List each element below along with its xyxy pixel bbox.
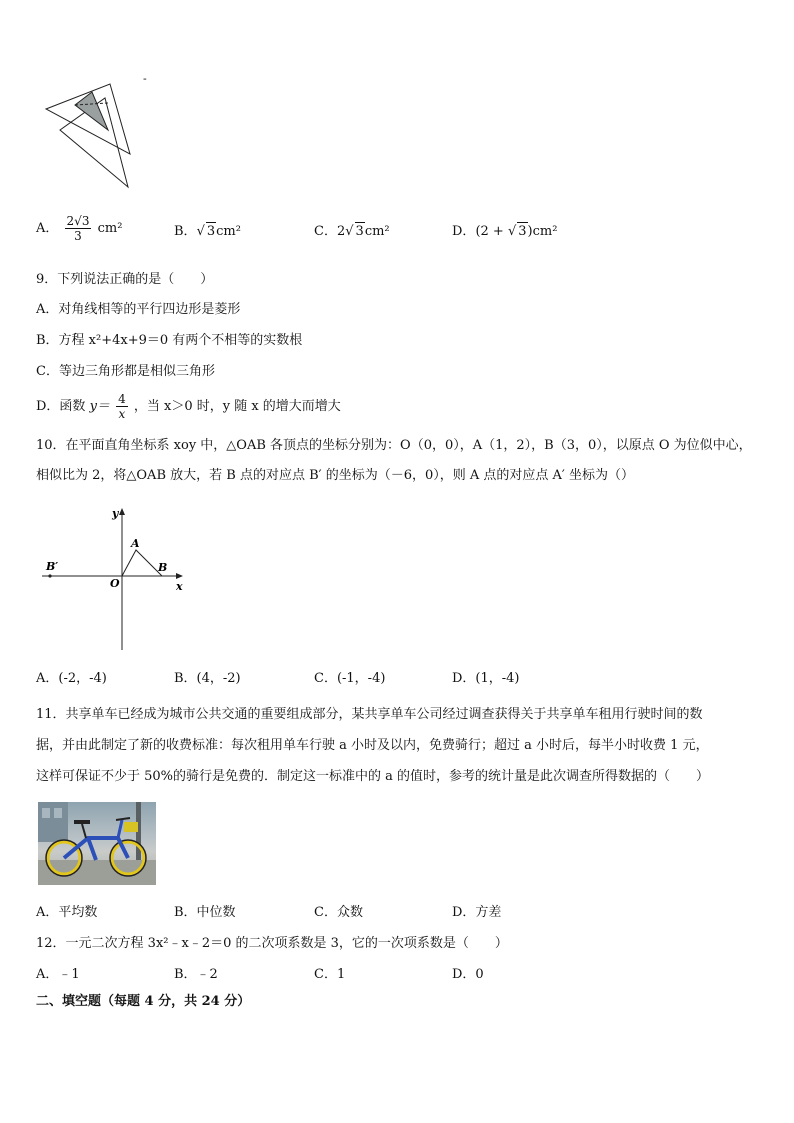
bike-handlebar: [116, 818, 130, 820]
y-axis-label: y: [112, 507, 119, 520]
q10-option-a[interactable]: A．(-2，-4): [36, 671, 107, 686]
point-a-label: A: [131, 537, 140, 550]
triangle-oab: [122, 550, 162, 576]
q10-stem-line2: 相似比为 2，将△OAB 放大，若 B 点的对应点 B′ 的坐标为（－6，0），则 A 点的对应点 A′ 坐标为（）: [36, 468, 635, 483]
q8-option-b[interactable]: [174, 222, 241, 241]
option-letter: B．: [174, 224, 197, 239]
fraction-numerator: 4: [118, 392, 126, 406]
sqrt-radicand: 3: [206, 224, 216, 239]
option-letter: A．: [36, 221, 59, 236]
q12-option-d[interactable]: D．0: [452, 967, 484, 982]
x-axis-label: x: [176, 580, 183, 593]
q10-stem-line1: 10．在平面直角坐标系 xoy 中，△OAB 各顶点的坐标分别为：O（0，0），A（1，2），B（3，0），以原点 O 为位似中心，: [36, 438, 752, 453]
x-axis-arrow: [176, 573, 183, 579]
photo-window: [54, 808, 62, 818]
option-text: D．函数: [36, 399, 86, 414]
unit: cm²: [364, 224, 390, 239]
q10-option-d[interactable]: D．(1，-4): [452, 671, 520, 686]
q9-option-a[interactable]: A．对角线相等的平行四边形是菱形: [36, 302, 241, 317]
q8-triangles-figure: [40, 72, 160, 192]
shared-bike-photo: [38, 802, 156, 885]
y-axis-arrow: [119, 508, 125, 515]
q10-option-b[interactable]: B．(4，-2): [174, 671, 241, 686]
sqrt-radicand: 3: [355, 224, 364, 239]
q8-option-d[interactable]: [452, 222, 557, 241]
q11-option-d[interactable]: D．方差: [452, 905, 502, 920]
option-letter: C．: [314, 224, 337, 239]
sqrt-sign: √: [196, 224, 205, 239]
bike-illustration: [38, 802, 156, 885]
fraction-numerator: 2√3: [66, 214, 90, 228]
fraction-denominator: 3: [74, 229, 82, 243]
bike-seatpost: [82, 824, 86, 838]
origin-label: O: [110, 577, 120, 590]
option-text-tail: ，当 x＞0 时，y 随 x 的增大而增大: [133, 399, 341, 414]
coefficient: 2: [336, 224, 346, 239]
q12-option-c[interactable]: C．1: [314, 967, 346, 982]
q9-option-d[interactable]: [36, 392, 341, 421]
q10-option-c[interactable]: C．(-1，-4): [314, 671, 386, 686]
q10-coordinate-figure: [40, 505, 190, 653]
q11-option-c[interactable]: C．众数: [314, 905, 363, 920]
point-b-prime: [48, 574, 51, 577]
q11-stem-line2: 据，并由此制定了新的收费标准：每次租用单车行驶 a 小时及以内，免费骑行；超过 a 小时后，每半小时收费 1 元，: [36, 738, 709, 753]
bike-seat: [74, 820, 90, 824]
unit: cm²: [97, 221, 123, 236]
q12-option-b[interactable]: B．﹣2: [174, 967, 218, 982]
unit: cm²: [532, 224, 558, 239]
q8-option-a[interactable]: [36, 214, 122, 243]
point-b-prime-label: B′: [46, 560, 59, 573]
q12-stem: 12．一元二次方程 3x²﹣x﹣2＝0 的二次项系数是 3，它的一次项系数是（ ）: [36, 936, 508, 951]
triangle-shaded-overlap: [75, 92, 108, 130]
q11-stem-line3: 这样可保证不少于 50%的骑行是免费的．制定这一标准中的 a 的值时，参考的统计量是此次调查所得数据的（ ）: [36, 769, 710, 784]
option-letter: D．: [452, 224, 476, 239]
function-lhs: y＝: [89, 399, 110, 414]
section-title: 二、填空题（每题 4 分，共 24 分）: [36, 994, 251, 1009]
photo-window: [42, 808, 50, 818]
fraction-denominator: x: [118, 407, 126, 421]
figure-dash-mark: -: [143, 72, 147, 85]
sqrt-sign: √: [507, 224, 517, 239]
fraction: [65, 214, 92, 243]
q9-option-b[interactable]: B．方程 x²+4x+9＝0 有两个不相等的实数根: [36, 333, 303, 348]
q8-option-c[interactable]: [314, 222, 390, 241]
expr-close: ): [527, 224, 533, 239]
bike-basket: [124, 822, 138, 832]
q11-option-a[interactable]: A．平均数: [36, 905, 98, 920]
q11-option-b[interactable]: B．中位数: [174, 905, 236, 920]
q11-stem-line1: 11．共享单车已经成为城市公共交通的重要组成部分，某共享单车公司经过调查获得关于共享单车租用行驶时间的数: [36, 707, 703, 722]
sqrt-sign: √: [345, 224, 354, 239]
unit: cm²: [216, 224, 241, 239]
bike-stem: [118, 820, 122, 838]
q9-option-c[interactable]: C．等边三角形都是相似三角形: [36, 364, 215, 379]
expr-open: (2 +: [475, 224, 508, 239]
q12-option-a[interactable]: A．﹣1: [36, 967, 80, 982]
q9-stem: 9．下列说法正确的是（ ）: [36, 272, 214, 287]
fraction: [116, 392, 128, 421]
sqrt-radicand: 3: [518, 224, 527, 239]
point-b-label: B: [158, 561, 168, 574]
bike-downtube: [88, 838, 96, 860]
